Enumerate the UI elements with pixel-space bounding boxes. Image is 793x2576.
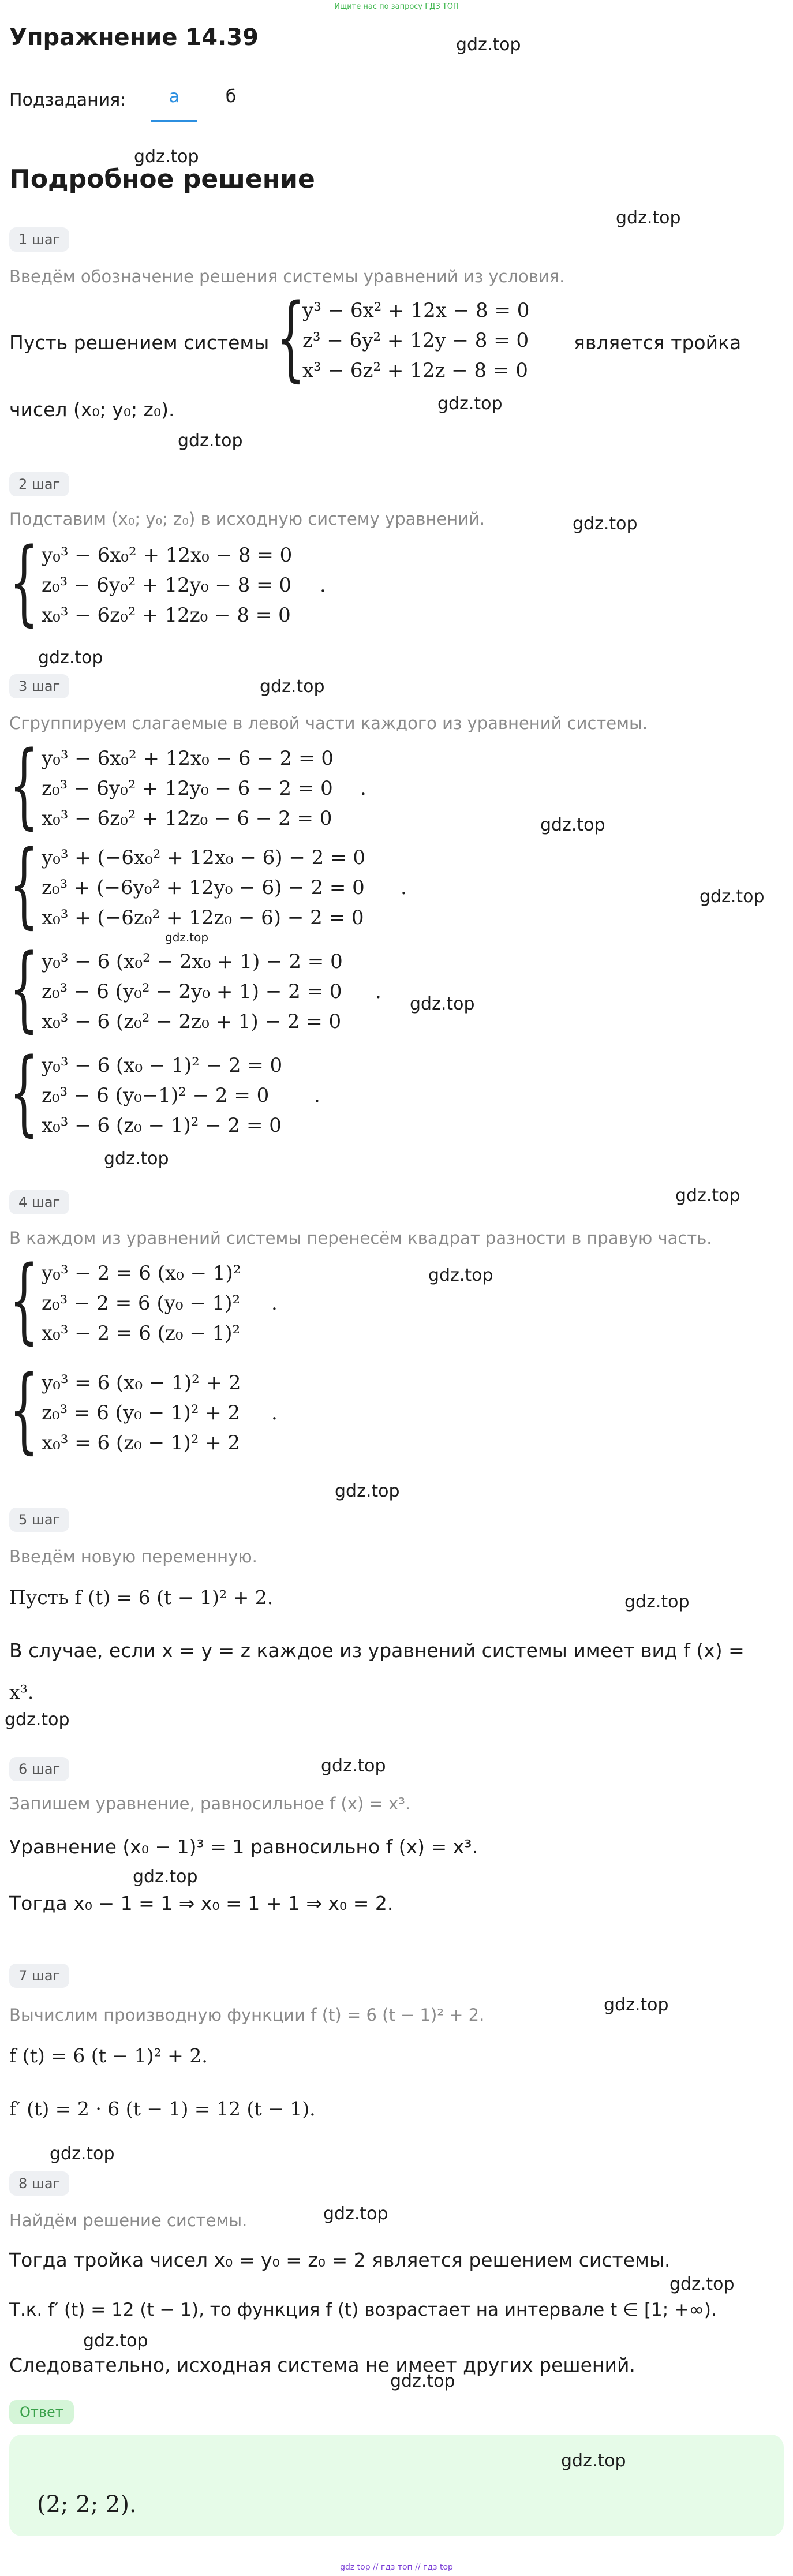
step-7-line1: f (t) = 6 (t − 1)² + 2. <box>9 2044 208 2067</box>
watermark: gdz.top <box>38 648 103 668</box>
subtasks-label: Подзадания: <box>9 90 126 110</box>
watermark: gdz.top <box>624 1592 690 1612</box>
answer-badge: Ответ <box>9 2400 74 2424</box>
system-eq: x₀³ + (−6z₀² + 12z₀ − 6) − 2 = 0 <box>42 906 364 929</box>
watermark-small: gdz.top <box>165 930 209 944</box>
system-eq: y₀³ − 2 = 6 (x₀ − 1)² <box>42 1262 241 1285</box>
step-badge-6: 6 шаг <box>9 1757 69 1781</box>
active-tab-indicator <box>151 120 197 122</box>
answer-value: (2; 2; 2). <box>37 2491 137 2518</box>
page-title: Упражнение 14.39 <box>9 24 259 51</box>
step-6-line2: Тогда x₀ − 1 = 1 ⇒ x₀ = 1 + 1 ⇒ x₀ = 2. <box>9 1892 394 1915</box>
system-eq: x³ − 6z² + 12z − 8 = 0 <box>302 359 528 382</box>
system-eq: z₀³ = 6 (y₀ − 1)² + 2 <box>42 1401 241 1425</box>
period: . <box>401 876 407 899</box>
system-eq: z₀³ − 2 = 6 (y₀ − 1)² <box>42 1292 241 1315</box>
step-badge-1: 1 шаг <box>9 227 69 252</box>
brace: { <box>9 528 39 635</box>
watermark: gdz.top <box>616 208 681 228</box>
watermark: gdz.top <box>83 2331 148 2351</box>
watermark: gdz.top <box>437 394 503 414</box>
brace: { <box>9 830 39 938</box>
step-5-line1: Пусть f (t) = 6 (t − 1)² + 2. <box>9 1586 274 1609</box>
period: . <box>271 1292 278 1315</box>
system-eq: z₀³ − 6 (y₀² − 2y₀ + 1) − 2 = 0 <box>42 980 342 1003</box>
step-6-line1: Уравнение (x₀ − 1)³ = 1 равносильно f (x) = x³. <box>9 1835 478 1858</box>
step-6-lead: Запишем уравнение, равносильное f (x) = x³. <box>9 1794 411 1814</box>
system-eq: y₀³ − 6x₀² + 12x₀ − 6 − 2 = 0 <box>42 747 334 770</box>
step-badge-2: 2 шаг <box>9 472 69 496</box>
step-badge-4: 4 шаг <box>9 1190 69 1214</box>
watermark: gdz.top <box>5 1710 70 1730</box>
watermark: gdz.top <box>561 2451 626 2471</box>
brace: { <box>9 731 39 839</box>
watermark: gdz.top <box>133 1867 198 1887</box>
system-eq: z₀³ − 6 (y₀−1)² − 2 = 0 <box>42 1084 270 1107</box>
watermark: gdz.top <box>335 1481 400 1501</box>
watermark: gdz.top <box>321 1756 386 1776</box>
section-title: Подробное решение <box>9 164 315 194</box>
watermark: gdz.top <box>604 1995 669 2015</box>
step-4-lead: В каждом из уравнений системы перенесём квадрат разности в правую часть. <box>9 1228 712 1248</box>
step-8-line1: Тогда тройка чисел x₀ = y₀ = z₀ = 2 является решением системы. <box>9 2249 671 2271</box>
tab-subtask-a[interactable]: а <box>169 87 180 107</box>
watermark: gdz.top <box>178 431 243 451</box>
tab-subtask-b[interactable]: б <box>225 87 237 107</box>
footer-links[interactable]: gdz top // гдз топ // гдз top <box>340 2563 453 2572</box>
step-2-lead: Подставим (x₀; y₀; z₀) в исходную систему уравнений. <box>9 509 485 529</box>
step-3-lead: Сгруппируем слагаемые в левой части каждого из уравнений системы. <box>9 713 648 733</box>
watermark: gdz.top <box>669 2274 735 2294</box>
system-eq: z₀³ − 6y₀² + 12y₀ − 8 = 0 <box>42 574 292 597</box>
system-eq: x₀³ − 2 = 6 (z₀ − 1)² <box>42 1322 241 1345</box>
system-eq: y₀³ − 6x₀² + 12x₀ − 8 = 0 <box>42 544 293 567</box>
system-eq: x₀³ − 6 (z₀² − 2z₀ + 1) − 2 = 0 <box>42 1010 342 1033</box>
watermark: gdz.top <box>323 2204 388 2224</box>
top-banner[interactable]: Ищите нас по запросу ГДЗ ТОП <box>334 2 459 11</box>
brace: { <box>9 1355 39 1463</box>
system-eq: z₀³ + (−6y₀² + 12y₀ − 6) − 2 = 0 <box>42 876 365 899</box>
step-1-post: является тройка <box>574 331 742 354</box>
system-eq: y₀³ − 6 (x₀² − 2x₀ + 1) − 2 = 0 <box>42 950 343 973</box>
watermark: gdz.top <box>675 1186 740 1206</box>
brace: { <box>9 1038 39 1146</box>
period: . <box>375 980 381 1003</box>
step-badge-7: 7 шаг <box>9 1964 69 1988</box>
brace: { <box>9 934 39 1042</box>
step-1-tail: чисел (x₀; y₀; z₀). <box>9 398 175 421</box>
answer-box <box>9 2435 784 2536</box>
step-5-lead: Введём новую переменную. <box>9 1547 257 1566</box>
period: . <box>314 1084 320 1107</box>
watermark: gdz.top <box>390 2371 455 2391</box>
step-5-line2: В случае, если x = y = z каждое из уравнений системы имеет вид f (x) = <box>9 1639 745 1662</box>
period: . <box>271 1401 278 1425</box>
watermark: gdz.top <box>573 514 638 534</box>
period: . <box>320 574 326 597</box>
watermark: gdz.top <box>260 676 325 697</box>
step-8-line3: Следовательно, исходная система не имеет других решений. <box>9 2354 635 2376</box>
watermark: gdz.top <box>410 994 475 1014</box>
step-8-lead: Найдём решение системы. <box>9 2211 248 2230</box>
step-1-lead: Введём обозначение решения системы уравнений из условия. <box>9 267 565 286</box>
system-eq: y³ − 6x² + 12x − 8 = 0 <box>302 299 530 322</box>
watermark: gdz.top <box>540 815 605 835</box>
brace: { <box>276 283 305 391</box>
watermark: gdz.top <box>456 35 521 55</box>
step-5-line3: x³. <box>9 1681 34 1703</box>
system-eq: x₀³ − 6z₀² + 12z₀ − 8 = 0 <box>42 604 291 627</box>
system-eq: z₀³ − 6y₀² + 12y₀ − 6 − 2 = 0 <box>42 777 333 800</box>
system-eq: y₀³ + (−6x₀² + 12x₀ − 6) − 2 = 0 <box>42 846 366 869</box>
step-badge-3: 3 шаг <box>9 674 69 698</box>
watermark: gdz.top <box>50 2144 115 2164</box>
step-badge-5: 5 шаг <box>9 1508 69 1532</box>
system-eq: x₀³ − 6 (z₀ − 1)² − 2 = 0 <box>42 1114 282 1137</box>
watermark: gdz.top <box>428 1265 493 1285</box>
watermark: gdz.top <box>700 887 765 907</box>
system-eq: x₀³ − 6z₀² + 12z₀ − 6 − 2 = 0 <box>42 807 332 830</box>
step-8-line2: Т.к. f′ (t) = 12 (t − 1), то функция f (t) возрастает на интервале t ∈ [1; +∞). <box>9 2300 717 2320</box>
step-7-line2: f′ (t) = 2 · 6 (t − 1) = 12 (t − 1). <box>9 2098 316 2120</box>
watermark: gdz.top <box>134 147 199 167</box>
step-1-pre: Пусть решением системы <box>9 331 270 354</box>
system-eq: y₀³ − 6 (x₀ − 1)² − 2 = 0 <box>42 1054 283 1077</box>
watermark: gdz.top <box>104 1149 169 1169</box>
brace: { <box>9 1246 39 1354</box>
step-7-lead: Вычислим производную функции f (t) = 6 (t − 1)² + 2. <box>9 2005 485 2025</box>
step-badge-8: 8 шаг <box>9 2171 69 2196</box>
system-eq: z³ − 6y² + 12y − 8 = 0 <box>302 329 529 352</box>
system-eq: x₀³ = 6 (z₀ − 1)² + 2 <box>42 1431 241 1455</box>
period: . <box>360 777 366 800</box>
system-eq: y₀³ = 6 (x₀ − 1)² + 2 <box>42 1371 241 1394</box>
